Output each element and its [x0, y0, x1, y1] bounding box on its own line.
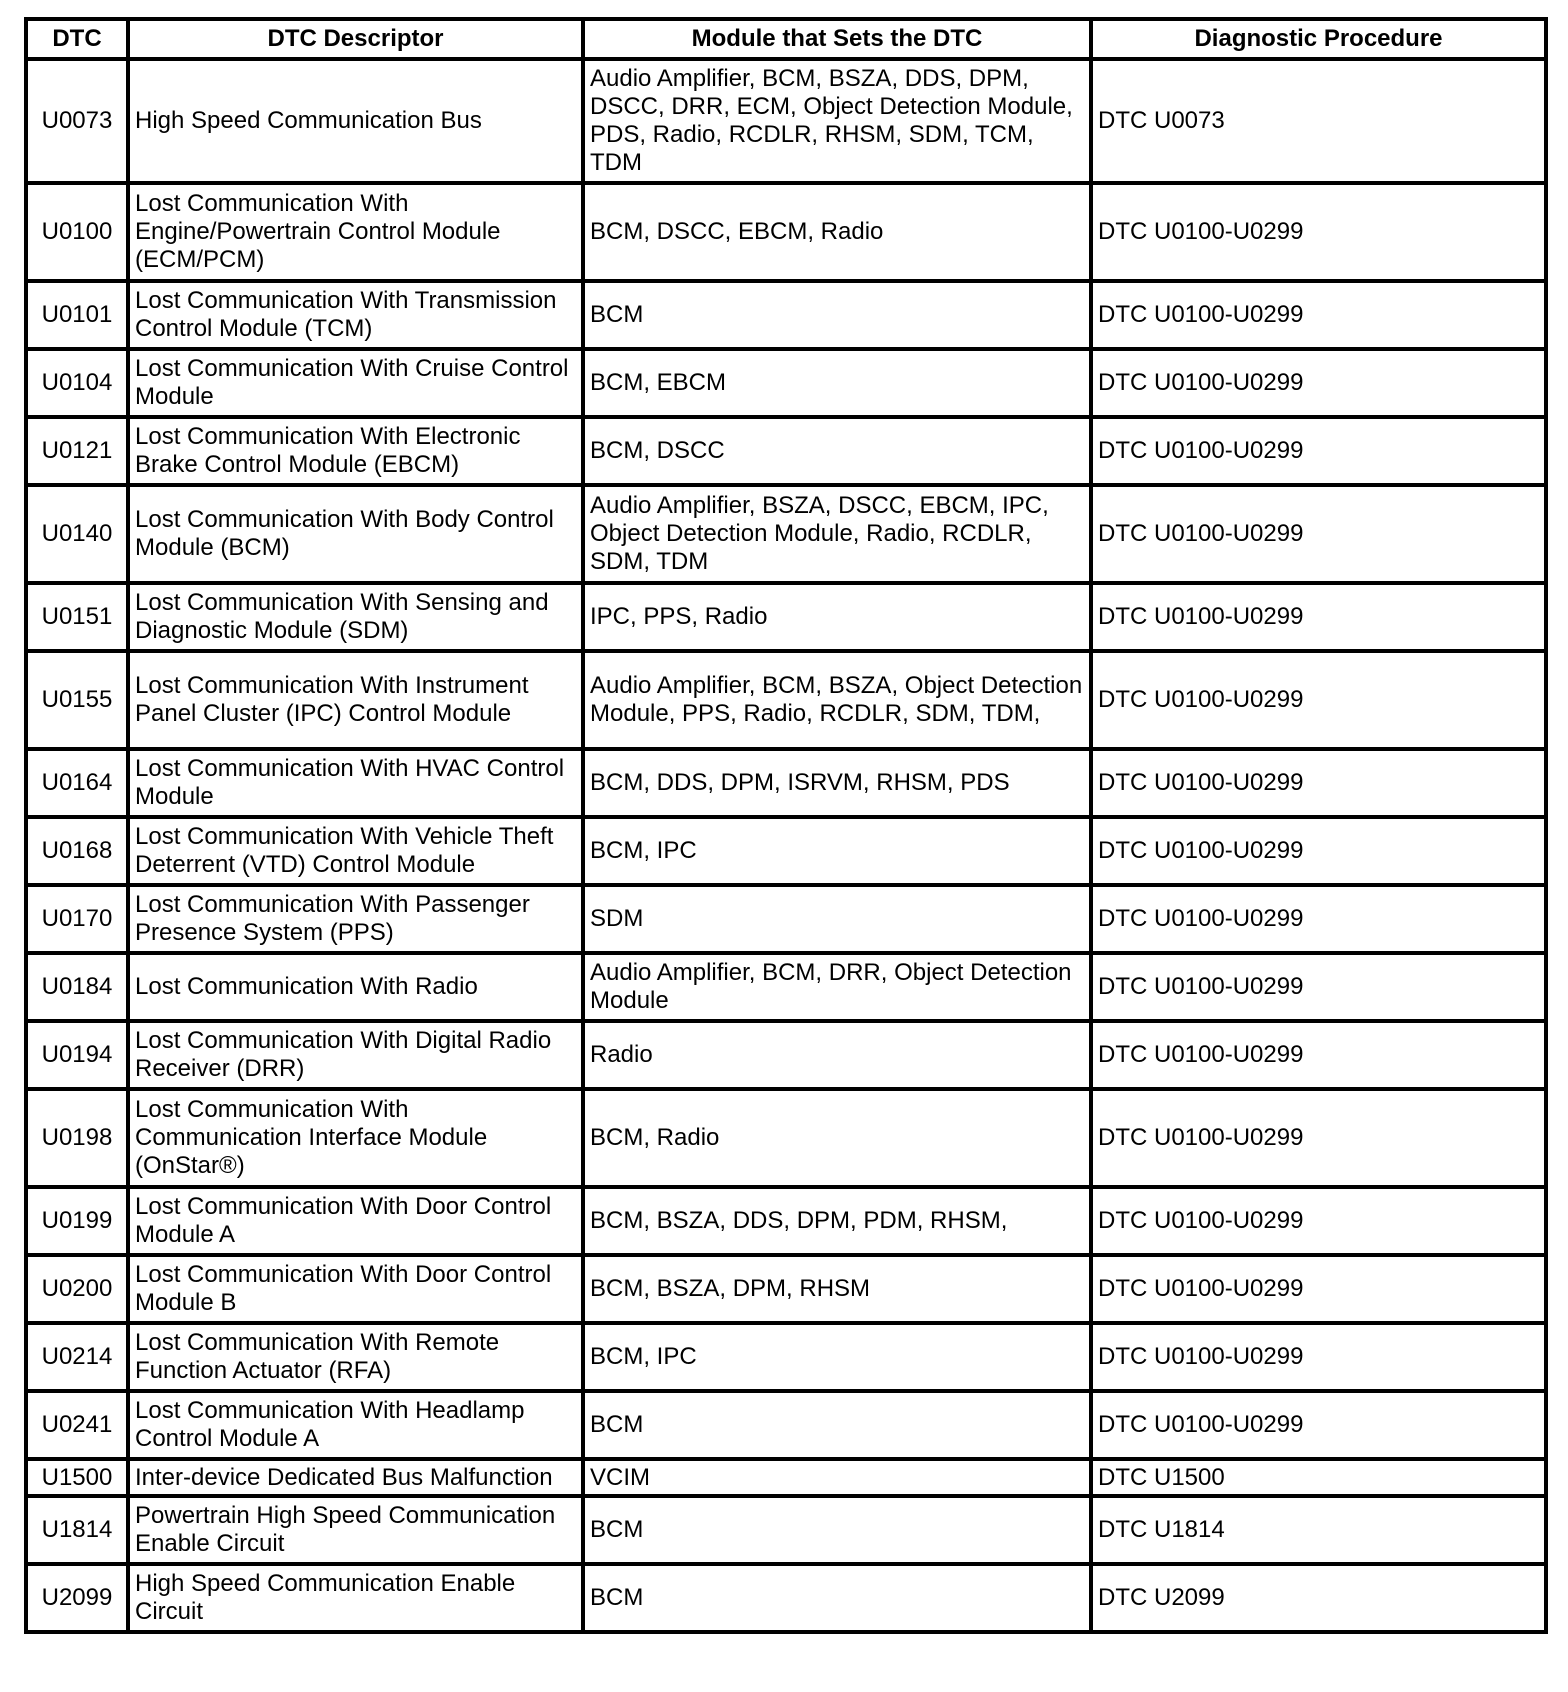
table-row: [26, 1187, 1546, 1255]
table-row: [26, 885, 1546, 953]
table-row: [26, 817, 1546, 885]
table-row: [26, 749, 1546, 817]
diagnostic-procedure: DTC U0100-U0299: [1091, 953, 1546, 1021]
dtc-code: U2099: [26, 1564, 128, 1632]
setting-module: BCM: [583, 1564, 1091, 1632]
table-row: [26, 1089, 1546, 1187]
dtc-code: U0198: [26, 1089, 128, 1187]
dtc-descriptor: Lost Communication With Instrument Panel Cluster (IPC) Control Module: [128, 651, 583, 749]
header-module: Module that Sets the DTC: [583, 19, 1091, 59]
table-row: [26, 953, 1546, 1021]
dtc-code: U1814: [26, 1496, 128, 1564]
table-row: [26, 1496, 1546, 1564]
setting-module: Radio: [583, 1021, 1091, 1089]
dtc-descriptor: Lost Communication With Door Control Module B: [128, 1255, 583, 1323]
setting-module: IPC, PPS, Radio: [583, 583, 1091, 651]
dtc-descriptor: Lost Communication With Vehicle Theft Deterrent (VTD) Control Module: [128, 817, 583, 885]
diagnostic-procedure: DTC U0100-U0299: [1091, 1391, 1546, 1459]
dtc-descriptor: Lost Communication With Communication Interface Module (OnStar®): [128, 1089, 583, 1187]
setting-module: BCM: [583, 281, 1091, 349]
dtc-code: U0194: [26, 1021, 128, 1089]
setting-module: BCM, EBCM: [583, 349, 1091, 417]
diagnostic-procedure: DTC U1814: [1091, 1496, 1546, 1564]
table-row: [26, 1564, 1546, 1632]
setting-module: Audio Amplifier, BCM, BSZA, Object Detection Module, PPS, Radio, RCDLR, SDM, TDM,: [583, 651, 1091, 749]
table-row: [26, 59, 1546, 183]
diagnostic-procedure: DTC U0100-U0299: [1091, 1255, 1546, 1323]
table-row: [26, 183, 1546, 281]
dtc-code: U0200: [26, 1255, 128, 1323]
diagnostic-procedure: DTC U0100-U0299: [1091, 651, 1546, 749]
dtc-descriptor: Lost Communication With Remote Function Actuator (RFA): [128, 1323, 583, 1391]
dtc-descriptor: Lost Communication With Door Control Module A: [128, 1187, 583, 1255]
dtc-descriptor: High Speed Communication Enable Circuit: [128, 1564, 583, 1632]
dtc-descriptor: Lost Communication With Digital Radio Receiver (DRR): [128, 1021, 583, 1089]
setting-module: BCM, DSCC: [583, 417, 1091, 485]
setting-module: SDM: [583, 885, 1091, 953]
table-row: [26, 1021, 1546, 1089]
dtc-code: U0104: [26, 349, 128, 417]
dtc-code: U0214: [26, 1323, 128, 1391]
dtc-table: [24, 17, 1548, 1634]
diagnostic-procedure: DTC U0100-U0299: [1091, 349, 1546, 417]
table-row: [26, 1459, 1546, 1496]
dtc-table-container: [24, 17, 1544, 1634]
setting-module: Audio Amplifier, BCM, DRR, Object Detection Module: [583, 953, 1091, 1021]
dtc-code: U0168: [26, 817, 128, 885]
setting-module: BCM: [583, 1496, 1091, 1564]
setting-module: VCIM: [583, 1459, 1091, 1496]
setting-module: BCM, DDS, DPM, ISRVM, RHSM, PDS: [583, 749, 1091, 817]
dtc-descriptor: Lost Communication With Body Control Module (BCM): [128, 485, 583, 583]
setting-module: BCM, IPC: [583, 1323, 1091, 1391]
dtc-code: U0151: [26, 583, 128, 651]
setting-module: Audio Amplifier, BCM, BSZA, DDS, DPM, DSCC, DRR, ECM, Object Detection Module, PDS, Radio, RCDLR, RHSM, SDM, TCM, TDM: [583, 59, 1091, 183]
table-row: [26, 583, 1546, 651]
dtc-code: U0100: [26, 183, 128, 281]
diagnostic-procedure: DTC U0100-U0299: [1091, 817, 1546, 885]
dtc-descriptor: Lost Communication With HVAC Control Module: [128, 749, 583, 817]
diagnostic-procedure: DTC U0100-U0299: [1091, 885, 1546, 953]
diagnostic-procedure: DTC U0100-U0299: [1091, 417, 1546, 485]
dtc-code: U0170: [26, 885, 128, 953]
table-row: [26, 349, 1546, 417]
table-row: [26, 1323, 1546, 1391]
dtc-code: U0155: [26, 651, 128, 749]
dtc-descriptor: Lost Communication With Passenger Presence System (PPS): [128, 885, 583, 953]
diagnostic-procedure: DTC U0100-U0299: [1091, 1021, 1546, 1089]
setting-module: BCM, IPC: [583, 817, 1091, 885]
table-row: [26, 485, 1546, 583]
dtc-descriptor: Lost Communication With Sensing and Diagnostic Module (SDM): [128, 583, 583, 651]
dtc-code: U0184: [26, 953, 128, 1021]
dtc-descriptor: Lost Communication With Electronic Brake Control Module (EBCM): [128, 417, 583, 485]
setting-module: BCM, Radio: [583, 1089, 1091, 1187]
diagnostic-procedure: DTC U0100-U0299: [1091, 1323, 1546, 1391]
dtc-code: U0241: [26, 1391, 128, 1459]
table-row: [26, 1391, 1546, 1459]
dtc-code: U0121: [26, 417, 128, 485]
setting-module: BCM, BSZA, DPM, RHSM: [583, 1255, 1091, 1323]
diagnostic-procedure: DTC U0100-U0299: [1091, 1187, 1546, 1255]
dtc-descriptor: Lost Communication With Engine/Powertrain Control Module (ECM/PCM): [128, 183, 583, 281]
header-dtc: DTC: [26, 19, 128, 59]
setting-module: BCM: [583, 1391, 1091, 1459]
setting-module: Audio Amplifier, BSZA, DSCC, EBCM, IPC, Object Detection Module, Radio, RCDLR, SDM, TDM: [583, 485, 1091, 583]
diagnostic-procedure: DTC U0100-U0299: [1091, 485, 1546, 583]
table-row: [26, 1255, 1546, 1323]
diagnostic-procedure: DTC U0100-U0299: [1091, 749, 1546, 817]
table-row: [26, 651, 1546, 749]
dtc-code: U0164: [26, 749, 128, 817]
dtc-descriptor: Lost Communication With Headlamp Control Module A: [128, 1391, 583, 1459]
header-descriptor: DTC Descriptor: [128, 19, 583, 59]
dtc-code: U1500: [26, 1459, 128, 1496]
dtc-code: U0073: [26, 59, 128, 183]
dtc-code: U0101: [26, 281, 128, 349]
diagnostic-procedure: DTC U0100-U0299: [1091, 281, 1546, 349]
dtc-descriptor: Powertrain High Speed Communication Enable Circuit: [128, 1496, 583, 1564]
diagnostic-procedure: DTC U0100-U0299: [1091, 183, 1546, 281]
setting-module: BCM, DSCC, EBCM, Radio: [583, 183, 1091, 281]
dtc-descriptor: Lost Communication With Radio: [128, 953, 583, 1021]
table-row: [26, 281, 1546, 349]
dtc-descriptor: Inter-device Dedicated Bus Malfunction: [128, 1459, 583, 1496]
dtc-descriptor: Lost Communication With Cruise Control Module: [128, 349, 583, 417]
dtc-descriptor: High Speed Communication Bus: [128, 59, 583, 183]
header-procedure: Diagnostic Procedure: [1091, 19, 1546, 59]
dtc-descriptor: Lost Communication With Transmission Control Module (TCM): [128, 281, 583, 349]
header-row: [26, 19, 1546, 59]
table-row: [26, 417, 1546, 485]
diagnostic-procedure: DTC U0073: [1091, 59, 1546, 183]
setting-module: BCM, BSZA, DDS, DPM, PDM, RHSM,: [583, 1187, 1091, 1255]
diagnostic-procedure: DTC U2099: [1091, 1564, 1546, 1632]
dtc-code: U0140: [26, 485, 128, 583]
diagnostic-procedure: DTC U1500: [1091, 1459, 1546, 1496]
dtc-code: U0199: [26, 1187, 128, 1255]
diagnostic-procedure: DTC U0100-U0299: [1091, 1089, 1546, 1187]
diagnostic-procedure: DTC U0100-U0299: [1091, 583, 1546, 651]
